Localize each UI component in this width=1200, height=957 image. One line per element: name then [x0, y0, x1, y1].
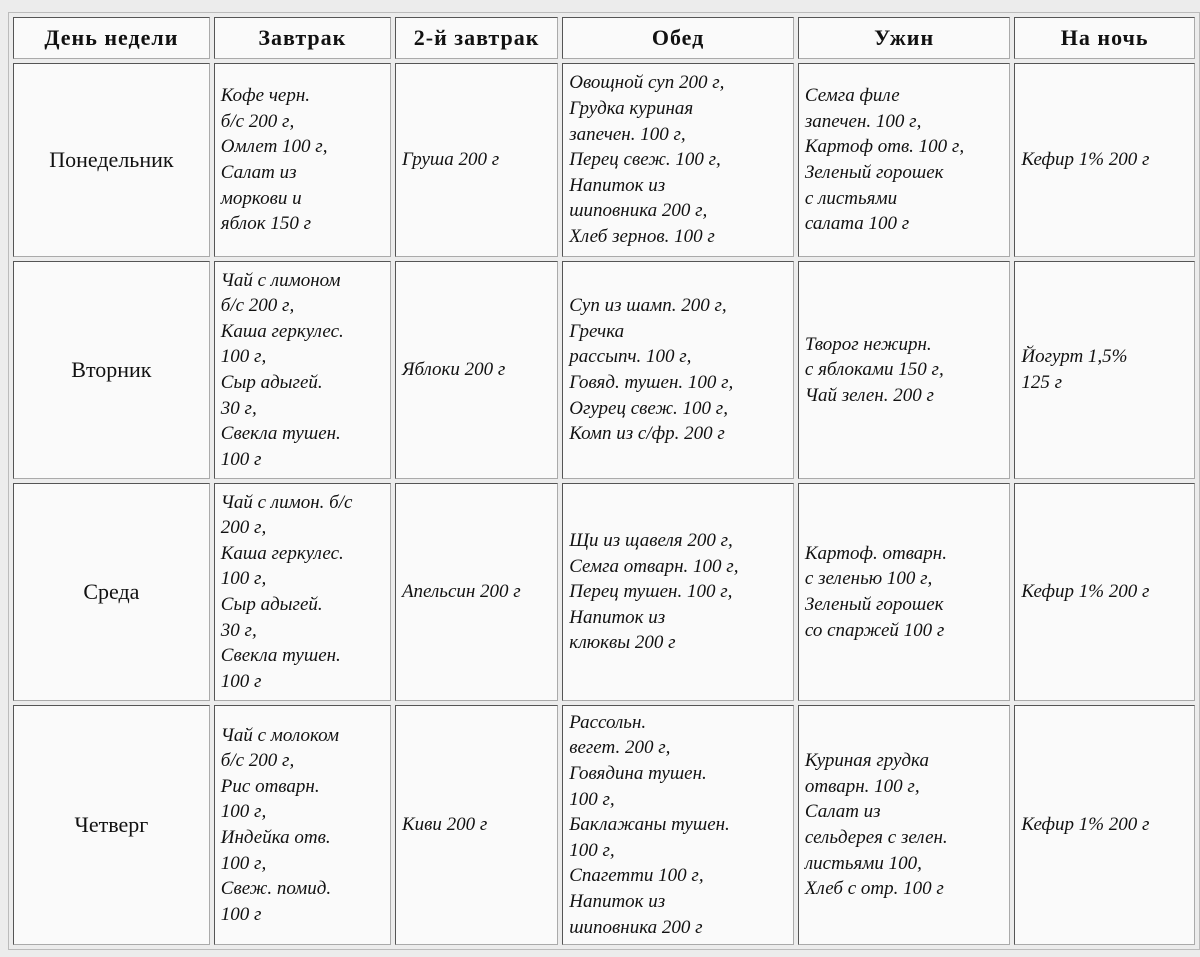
lunch-cell [562, 63, 794, 257]
header-day: День недели [13, 17, 210, 59]
food-line: запечен. 100 г, [569, 123, 686, 145]
day-cell: Среда [13, 483, 210, 701]
header-row [13, 17, 1195, 59]
header-lunch: Обед [562, 17, 794, 59]
food-line: Сыр адыгей. [220, 372, 323, 393]
food-line: Говядина тушен. [569, 763, 707, 785]
food-line: Киви 200 г [401, 814, 488, 836]
food-line: Баклажаны тушен. [569, 814, 730, 836]
food-line: 200 г, [220, 517, 267, 539]
table-row [13, 261, 1195, 479]
food-line: Салат из [804, 801, 881, 823]
food-line: рассыпч. 100 г, [569, 346, 692, 368]
night-cell [1014, 63, 1195, 257]
header-second-breakfast: 2-й завтрак [395, 17, 558, 59]
breakfast-cell [214, 705, 391, 945]
dinner-cell [798, 483, 1010, 701]
second-breakfast-cell [395, 705, 558, 945]
table-row [13, 483, 1195, 701]
dinner-cell [798, 63, 1010, 257]
lunch-cell [562, 261, 794, 479]
food-line: Рассольн. [569, 711, 647, 733]
meal-plan-table [8, 12, 1200, 950]
food-line: с листьями [804, 187, 898, 209]
food-line: отварн. 100 г, [804, 775, 920, 797]
food-line: Зеленый горошек [804, 594, 944, 615]
food-line: Омлет 100 г, [220, 136, 328, 158]
food-line: вегет. 200 г, [569, 737, 671, 759]
food-line: Огурец свеж. 100 г, [569, 397, 728, 419]
food-line: Комп из с/фр. 200 г [569, 423, 725, 445]
food-line: Грудка куриная [569, 98, 694, 120]
food-line: Кефир 1% 200 г [1021, 149, 1150, 171]
header-breakfast: Завтрак [214, 17, 391, 59]
day-cell: Вторник [13, 261, 210, 479]
food-line: Чай с лимон. б/с [220, 491, 353, 513]
food-line: Картоф. отварн. [804, 542, 947, 564]
food-line: Семга филе [804, 85, 900, 107]
food-line: Напиток из [569, 890, 666, 912]
breakfast-cell [214, 63, 391, 257]
food-line: 30 г, [220, 619, 257, 641]
food-line: Овощной суп 200 г, [569, 72, 725, 94]
food-line: Сыр адыгей. [220, 594, 323, 615]
header-night: На ночь [1014, 17, 1195, 59]
food-line: Говяд. тушен. 100 г, [569, 372, 734, 393]
food-line: Творог нежирн. [804, 333, 932, 355]
food-line: 100 г, [220, 346, 267, 368]
food-line: Куриная грудка [804, 750, 929, 772]
food-line: б/с 200 г, [220, 750, 295, 772]
second-breakfast-cell [395, 261, 558, 479]
food-line: Перец тушен. 100 г, [569, 581, 733, 603]
lunch-cell [562, 483, 794, 701]
second-breakfast-cell [395, 63, 558, 257]
day-cell: Понедельник [13, 63, 210, 257]
food-line: 100 г, [220, 801, 267, 823]
food-line: Апельсин 200 г [401, 581, 521, 603]
food-line: б/с 200 г, [220, 295, 295, 317]
food-line: Кефир 1% 200 г [1021, 581, 1150, 603]
food-line: шиповника 200 г [569, 916, 703, 938]
food-line: Индейка отв. [220, 827, 331, 848]
breakfast-cell [214, 483, 391, 701]
food-line: Салат из [220, 162, 297, 183]
food-line: со спаржей 100 г [804, 619, 945, 641]
food-line: листьями 100, [804, 852, 922, 874]
food-line: Кефир 1% 200 г [1021, 814, 1150, 836]
food-line: Перец свеж. 100 г, [569, 149, 721, 171]
food-line: 100 г [220, 903, 262, 925]
food-line: Свеж. помид. [220, 878, 332, 900]
night-cell [1014, 261, 1195, 479]
food-line: Напиток из [569, 174, 666, 196]
food-line: сельдерея с зелен. [804, 827, 948, 848]
food-line: Щи из щавеля 200 г, [569, 530, 733, 552]
food-line: 100 г, [220, 852, 267, 874]
food-line: Каша геркулес. [220, 542, 344, 564]
food-line: Чай с лимоном [220, 269, 341, 291]
food-line: салата 100 г [804, 213, 910, 235]
food-line: 100 г, [569, 839, 615, 861]
food-line: Гречка [569, 320, 625, 342]
food-line: Йогурт 1,5% [1021, 346, 1128, 368]
food-line: с яблоками 150 г, [804, 359, 944, 381]
food-line: шиповника 200 г, [569, 200, 708, 222]
food-line: Чай с молоком [220, 724, 340, 746]
table-row [13, 705, 1195, 945]
food-line: б/с 200 г, [220, 110, 295, 132]
food-line: Зеленый горошек [804, 162, 944, 183]
food-line: Груша 200 г [401, 149, 500, 171]
breakfast-cell [214, 261, 391, 479]
food-line: Яблоки 200 г [401, 359, 506, 381]
food-line: Суп из шамп. 200 г, [569, 295, 727, 317]
food-line: моркови и [220, 187, 302, 209]
food-line: 100 г, [220, 568, 267, 590]
food-line: запечен. 100 г, [804, 110, 922, 132]
night-cell [1014, 705, 1195, 945]
food-line: 100 г [220, 670, 262, 692]
food-line: Спагетти 100 г, [569, 865, 704, 887]
food-line: Хлеб зернов. 100 г [569, 225, 715, 247]
food-line: Свекла тушен. [220, 423, 341, 445]
food-line: 125 г [1021, 372, 1063, 393]
food-line: Чай зелен. 200 г [804, 384, 934, 406]
lunch-cell [562, 705, 794, 945]
food-line: 100 г, [569, 788, 615, 810]
night-cell [1014, 483, 1195, 701]
food-line: Картоф отв. 100 г, [804, 136, 965, 158]
food-line: Свекла тушен. [220, 645, 341, 667]
second-breakfast-cell [395, 483, 558, 701]
food-line: Каша геркулес. [220, 320, 344, 342]
food-line: клюквы 200 г [569, 632, 676, 654]
food-line: Хлеб с отр. 100 г [804, 878, 944, 900]
dinner-cell [798, 261, 1010, 479]
table-row [13, 63, 1195, 257]
day-cell: Четверг [13, 705, 210, 945]
food-line: Напиток из [569, 606, 666, 628]
food-line: Кофе черн. [220, 85, 311, 107]
food-line: Рис отварн. [220, 775, 320, 797]
food-line: яблок 150 г [220, 213, 312, 235]
food-line: 30 г, [220, 397, 257, 419]
header-dinner: Ужин [798, 17, 1010, 59]
food-line: Семга отварн. 100 г, [569, 555, 739, 577]
food-line: 100 г [220, 448, 262, 470]
dinner-cell [798, 705, 1010, 945]
food-line: с зеленью 100 г, [804, 568, 933, 590]
